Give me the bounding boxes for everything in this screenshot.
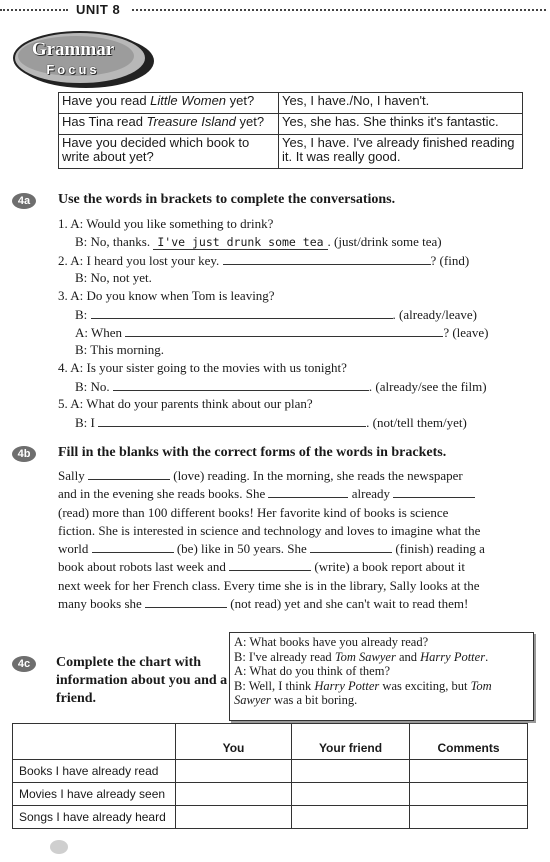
blank-write[interactable] xyxy=(229,559,311,571)
unit-label: UNIT 8 xyxy=(76,2,121,17)
blank-read-2[interactable] xyxy=(393,486,475,498)
q1-line-b: B: No, thanks. I've just drunk some tea . (just/drink some tea) xyxy=(75,234,442,249)
blank-not-read[interactable] xyxy=(145,596,227,608)
q2-line-b: B: No, not yet. xyxy=(75,270,152,285)
grammar-question: Have you read Little Women yet? xyxy=(59,93,279,114)
grammar-focus-badge xyxy=(12,30,155,90)
table-row xyxy=(13,760,528,783)
para-line: world (be) like in 50 years. She (finish) reading a xyxy=(58,541,485,557)
cell-friend[interactable] xyxy=(292,760,410,783)
q3-line-c: A: When ? (leave) xyxy=(75,325,489,340)
para-line: many books she (not read) yet and she can't wait to read them! xyxy=(58,596,469,612)
para-line: fiction. She is interested in science and technology and loves to imagine what the xyxy=(58,522,481,538)
section-4c-badge: 4c xyxy=(12,656,36,672)
q3-blank-1[interactable] xyxy=(91,306,393,319)
grammar-focus-subtitle: Focus xyxy=(46,62,100,77)
q3-blank-2[interactable] xyxy=(125,324,443,337)
row-label: Movies I have already seen xyxy=(13,783,176,806)
q5-line-a: 5. A: What do your parents think about our plan? xyxy=(58,396,313,411)
blank-read-1[interactable] xyxy=(268,486,348,498)
para-line: Sally (love) reading. In the morning, she reads the newspaper xyxy=(58,468,463,483)
cell-you[interactable] xyxy=(176,806,292,829)
q5-blank[interactable] xyxy=(98,414,366,427)
chart-header-friend: Your friend xyxy=(292,724,410,760)
q4-blank[interactable] xyxy=(113,378,369,391)
dotted-rule-right xyxy=(132,9,546,11)
q4-line-a: 4. A: Is your sister going to the movies with us tonight? xyxy=(58,360,347,375)
grammar-question: Has Tina read Treasure Island yet? xyxy=(59,114,279,135)
q1-answer-handwritten[interactable]: I've just drunk some tea xyxy=(153,236,327,250)
row-label: Songs I have already heard xyxy=(13,806,176,829)
cell-friend[interactable] xyxy=(292,783,410,806)
section-4b-paragraph xyxy=(58,467,498,613)
q3-line-b: B: . (already/leave) xyxy=(75,307,477,322)
para-line: book about robots last week and (write) a book report about it xyxy=(58,559,465,575)
section-4c-title: Complete the chart with information about you and a friend. xyxy=(56,655,228,706)
dotted-rule-left xyxy=(0,9,68,11)
para-line: (read) more than 100 different books! Her favorite kind of books is science xyxy=(58,504,449,520)
grammar-row xyxy=(59,114,523,135)
dialog-line: A: What do you think of them? xyxy=(234,664,390,678)
para-line: and in the evening she reads books. She already xyxy=(58,485,498,503)
cell-you[interactable] xyxy=(176,783,292,806)
q3-line-d: B: This morning. xyxy=(75,342,164,357)
cell-comments[interactable] xyxy=(410,783,528,806)
q1-line-a: 1. A: Would you like something to drink? xyxy=(58,216,274,231)
grammar-answer: Yes, I have./No, I haven't. xyxy=(279,93,523,114)
unit-header xyxy=(0,2,550,18)
blank-be[interactable] xyxy=(92,541,174,553)
grammar-question: Have you decided which book to write about yet? xyxy=(59,135,279,169)
para-line: next week for her French class. Every time she is in the library, Sally looks at the xyxy=(58,577,480,593)
example-dialog-box xyxy=(229,632,534,721)
q2-line-a: 2. A: I heard you lost your key. ? (find) xyxy=(58,253,470,268)
chart-header-blank xyxy=(13,724,176,760)
table-row xyxy=(13,783,528,806)
grammar-row xyxy=(59,135,523,169)
grammar-answer: Yes, she has. She thinks it's fantastic. xyxy=(279,114,523,135)
q3-line-a: 3. A: Do you know when Tom is leaving? xyxy=(58,288,275,303)
cell-you[interactable] xyxy=(176,760,292,783)
grammar-table xyxy=(58,92,523,169)
section-4b-badge: 4b xyxy=(12,446,36,462)
row-label: Books I have already read xyxy=(13,760,176,783)
cell-friend[interactable] xyxy=(292,806,410,829)
blank-love[interactable] xyxy=(88,468,170,480)
cell-comments[interactable] xyxy=(410,760,528,783)
grammar-answer: Yes, I have. I've already finished reading it. It was really good. xyxy=(279,135,523,169)
section-4b-title: Fill in the blanks with the correct forms of the words in brackets. xyxy=(58,445,447,460)
grammar-focus-title: Grammar xyxy=(31,39,115,60)
section-4a-badge: 4a xyxy=(12,193,36,209)
dialog-line: B: Well, I think Harry Potter was exciting, but Tom Sawyer was a bit boring. xyxy=(234,678,492,707)
q2-blank[interactable] xyxy=(223,252,431,265)
table-row xyxy=(13,806,528,829)
chart-header-row xyxy=(13,724,528,760)
cell-comments[interactable] xyxy=(410,806,528,829)
dialog-line: A: What books have you already read? xyxy=(234,635,429,649)
dialog-line: B: I've already read Tom Sawyer and Harry Potter. xyxy=(234,649,489,664)
chart-header-you: You xyxy=(176,724,292,760)
section-4a-title: Use the words in brackets to complete the conversations. xyxy=(58,192,396,207)
page-number-decoration-icon xyxy=(50,840,68,854)
comparison-chart xyxy=(12,723,528,829)
blank-finish[interactable] xyxy=(310,541,392,553)
grammar-row xyxy=(59,93,523,114)
q5-line-b: B: I . (not/tell them/yet) xyxy=(75,415,467,430)
q4-line-b: B: No. . (already/see the film) xyxy=(75,379,487,394)
chart-header-comments: Comments xyxy=(410,724,528,760)
